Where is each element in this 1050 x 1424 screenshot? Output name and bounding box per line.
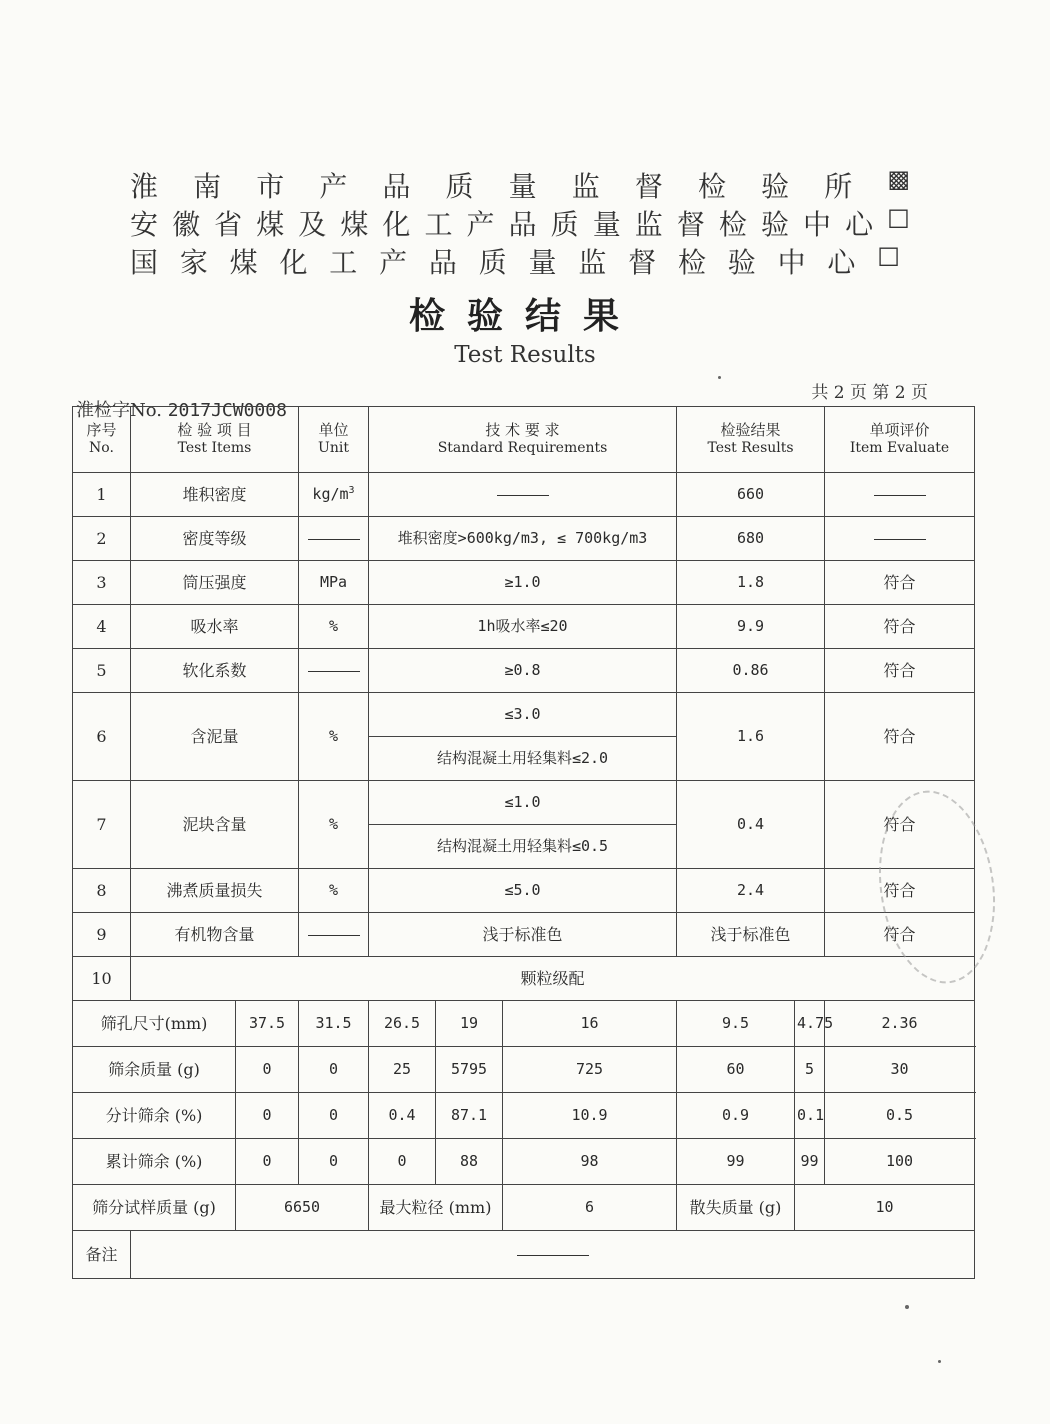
- row-no: 7: [73, 781, 131, 869]
- grading-cell: 0.1: [795, 1093, 825, 1139]
- grading-cell: 87.1: [436, 1093, 503, 1139]
- row-evaluate: 符合: [825, 561, 975, 605]
- table-row: [73, 693, 975, 737]
- row-requirement-general: ≤3.0: [369, 693, 677, 737]
- grading-cell: 0: [236, 1093, 299, 1139]
- row-result: 0.4: [677, 781, 825, 869]
- row-item: 泥块含量: [131, 781, 299, 869]
- table-row: [73, 605, 975, 649]
- grading-label: 筛余质量 (g): [73, 1047, 236, 1093]
- header-results: 检验结果 Test Results: [677, 407, 825, 473]
- results-table: [72, 406, 975, 1279]
- row-evaluate: 符合: [825, 693, 975, 781]
- row-no: 8: [73, 869, 131, 913]
- org-char: 监: [578, 246, 607, 279]
- grading-cell: 0: [299, 1047, 369, 1093]
- grading-row: [73, 1093, 975, 1139]
- org-line-3: [130, 241, 900, 281]
- header-requirements: 技 术 要 求 Standard Requirements: [369, 407, 677, 473]
- table-row: [73, 473, 975, 517]
- page-title-en: Test Results: [454, 342, 596, 368]
- org-char: 煤: [256, 208, 285, 241]
- scan-speck: [938, 1360, 941, 1363]
- grading-cell: 37.5: [236, 1001, 299, 1047]
- loss-label: 散失质量 (g): [677, 1185, 795, 1231]
- org-char: 品: [382, 170, 411, 203]
- row-unit-empty: [299, 913, 369, 957]
- org-char: 国: [130, 246, 159, 279]
- remarks-label: 备注: [73, 1231, 131, 1279]
- row-unit: MPa: [299, 561, 369, 605]
- org-char: 安: [130, 208, 159, 241]
- grading-cell: 0.9: [677, 1093, 795, 1139]
- grading-cell: 99: [677, 1139, 795, 1185]
- org-char: 省: [214, 208, 243, 241]
- org-line-1: [130, 165, 910, 205]
- row-evaluate: 符合: [825, 913, 975, 957]
- row-no: 9: [73, 913, 131, 957]
- grading-title-row: [73, 957, 975, 1001]
- row-requirement-structural: 结构混凝土用轻集料≤0.5: [369, 825, 677, 869]
- grading-cell: 16: [503, 1001, 677, 1047]
- header-unit: 单位 Unit: [299, 407, 369, 473]
- row-evaluate: 符合: [825, 869, 975, 913]
- org-char: 督: [634, 170, 663, 203]
- header-evaluate: 单项评价 Item Evaluate: [825, 407, 975, 473]
- grading-cell: 88: [436, 1139, 503, 1185]
- org-char: 质: [478, 246, 507, 279]
- org-char: 验: [761, 170, 790, 203]
- grading-cell: 0: [369, 1139, 436, 1185]
- grading-cell: 0: [236, 1047, 299, 1093]
- row-item: 堆积密度: [131, 473, 299, 517]
- org-char: 验: [760, 208, 789, 241]
- org-char: 检: [718, 208, 747, 241]
- table-row: [73, 649, 975, 693]
- row-no: 4: [73, 605, 131, 649]
- org-char: 督: [628, 246, 657, 279]
- grading-row: [73, 1139, 975, 1185]
- org-char: 化: [279, 246, 308, 279]
- org-char: 所: [824, 170, 853, 203]
- row-unit-empty: [299, 649, 369, 693]
- row-no: 2: [73, 517, 131, 561]
- row-result: 浅于标准色: [677, 913, 825, 957]
- row-requirement-structural: 结构混凝土用轻集料≤2.0: [369, 737, 677, 781]
- page-title-cn: 检验结果: [408, 295, 641, 337]
- grading-cell: 9.5: [677, 1001, 795, 1047]
- org-char: 质: [550, 208, 579, 241]
- row-item: 密度等级: [131, 517, 299, 561]
- row-item: 沸煮质量损失: [131, 869, 299, 913]
- header-item: 检 验 项 目 Test Items: [131, 407, 299, 473]
- org-char: 徽: [172, 208, 201, 241]
- grading-cell: 30: [825, 1047, 975, 1093]
- row-requirement-empty: [369, 473, 677, 517]
- org-char: 煤: [340, 208, 369, 241]
- grading-cell: 100: [825, 1139, 975, 1185]
- org-char: 家: [179, 246, 208, 279]
- row-no: 5: [73, 649, 131, 693]
- row-item: 软化系数: [131, 649, 299, 693]
- org-char: 质: [445, 170, 474, 203]
- grading-label: 分计筛余 (%): [73, 1093, 236, 1139]
- grading-cell: 0.5: [825, 1093, 975, 1139]
- table-row: [73, 517, 975, 561]
- row-result: 0.86: [677, 649, 825, 693]
- table-row: [73, 561, 975, 605]
- grading-cell: 98: [503, 1139, 677, 1185]
- org-char: ▩: [887, 165, 910, 193]
- table-row: [73, 913, 975, 957]
- org-char: 心: [827, 246, 856, 279]
- grading-cell: 0: [299, 1139, 369, 1185]
- org-char: 验: [727, 246, 756, 279]
- org-char: 量: [508, 170, 537, 203]
- org-char: 南: [193, 170, 222, 203]
- table-row: [73, 869, 975, 913]
- org-char: 监: [571, 170, 600, 203]
- org-char: □: [877, 241, 900, 269]
- row-result: 680: [677, 517, 825, 561]
- row-unit: %: [299, 781, 369, 869]
- org-char: 化: [382, 208, 411, 241]
- org-char: 心: [845, 208, 874, 241]
- row-no: 3: [73, 561, 131, 605]
- loss-value: 10: [795, 1185, 975, 1231]
- grading-cell: 26.5: [369, 1001, 436, 1047]
- row-evaluate: 符合: [825, 605, 975, 649]
- grading-cell: 31.5: [299, 1001, 369, 1047]
- row-evaluate-empty: [825, 473, 975, 517]
- row-requirement: 浅于标准色: [369, 913, 677, 957]
- org-char: 品: [428, 246, 457, 279]
- row-requirement: ≤5.0: [369, 869, 677, 913]
- row-unit: $kg/m^3$: [299, 473, 369, 517]
- row-evaluate: 符合: [825, 781, 975, 869]
- scan-speck: [718, 376, 721, 379]
- grading-label: 累计筛余 (%): [73, 1139, 236, 1185]
- org-char: 检: [697, 170, 726, 203]
- row-requirement: 堆积密度>600kg/m3, ≤ 700kg/m3: [369, 517, 677, 561]
- grading-cell: 725: [503, 1047, 677, 1093]
- row-result: 2.4: [677, 869, 825, 913]
- grading-cell: 0.4: [369, 1093, 436, 1139]
- row-requirement: ≥1.0: [369, 561, 677, 605]
- max-size-value: 6: [503, 1185, 677, 1231]
- sample-mass-label: 筛分试样质量 (g): [73, 1185, 236, 1231]
- row-item: 筒压强度: [131, 561, 299, 605]
- row-unit: %: [299, 693, 369, 781]
- org-line-2: [130, 203, 910, 243]
- row-item: 吸水率: [131, 605, 299, 649]
- remarks-row: [73, 1231, 975, 1279]
- grading-label: 筛孔尺寸(mm): [73, 1001, 236, 1047]
- row-item: 有机物含量: [131, 913, 299, 957]
- row-result: 9.9: [677, 605, 825, 649]
- org-char: 量: [592, 208, 621, 241]
- grading-cell: 19: [436, 1001, 503, 1047]
- org-char: 产: [319, 170, 348, 203]
- org-char: 工: [424, 208, 453, 241]
- row-item: 含泥量: [131, 693, 299, 781]
- row-result: 1.6: [677, 693, 825, 781]
- grading-cell: 0: [299, 1093, 369, 1139]
- org-char: 监: [634, 208, 663, 241]
- grading-row: [73, 1047, 975, 1093]
- row-unit: %: [299, 869, 369, 913]
- grading-cell: 2.36: [825, 1001, 975, 1047]
- grading-cell: 10.9: [503, 1093, 677, 1139]
- org-char: 煤: [229, 246, 258, 279]
- grading-cell: 5795: [436, 1047, 503, 1093]
- org-char: 中: [803, 208, 832, 241]
- remarks-value: [131, 1231, 975, 1279]
- grading-cell: 25: [369, 1047, 436, 1093]
- grading-cell: 99: [795, 1139, 825, 1185]
- org-char: 淮: [130, 170, 159, 203]
- table-header-row: [73, 407, 975, 473]
- row-requirement: 1h吸水率≤20: [369, 605, 677, 649]
- grading-cell: 60: [677, 1047, 795, 1093]
- sample-mass-value: 6650: [236, 1185, 369, 1231]
- row-evaluate-empty: [825, 517, 975, 561]
- org-char: 品: [508, 208, 537, 241]
- table-row: [73, 781, 975, 825]
- grading-cell: 0: [236, 1139, 299, 1185]
- row-result: 660: [677, 473, 825, 517]
- row-requirement: ≥0.8: [369, 649, 677, 693]
- header-seq: 序号 No.: [73, 407, 131, 473]
- row-no: 6: [73, 693, 131, 781]
- org-char: □: [887, 203, 910, 231]
- row-result: 1.8: [677, 561, 825, 605]
- org-char: 工: [329, 246, 358, 279]
- org-char: 产: [379, 246, 408, 279]
- scan-speck: [905, 1305, 909, 1309]
- sample-summary-row: [73, 1185, 975, 1231]
- row-requirement-general: ≤1.0: [369, 781, 677, 825]
- org-char: 督: [676, 208, 705, 241]
- grading-cell: 5: [795, 1047, 825, 1093]
- grading-cell: 4.75: [795, 1001, 825, 1047]
- org-char: 产: [466, 208, 495, 241]
- org-char: 及: [298, 208, 327, 241]
- org-char: 量: [528, 246, 557, 279]
- grading-row: [73, 1001, 975, 1047]
- row-unit-empty: [299, 517, 369, 561]
- org-char: 中: [777, 246, 806, 279]
- row-no: 1: [73, 473, 131, 517]
- report-number-value: 2017JCW0008: [167, 400, 287, 421]
- org-char: 检: [677, 246, 706, 279]
- org-char: 市: [256, 170, 285, 203]
- row-no: 10: [73, 957, 131, 1001]
- report-number-label: 淮检字No.: [76, 400, 168, 421]
- row-evaluate: 符合: [825, 649, 975, 693]
- page-count: 共 2 页 第 2 页: [811, 383, 928, 403]
- grading-title: 颗粒级配: [131, 957, 975, 1001]
- row-unit: %: [299, 605, 369, 649]
- max-size-label: 最大粒径 (mm): [369, 1185, 503, 1231]
